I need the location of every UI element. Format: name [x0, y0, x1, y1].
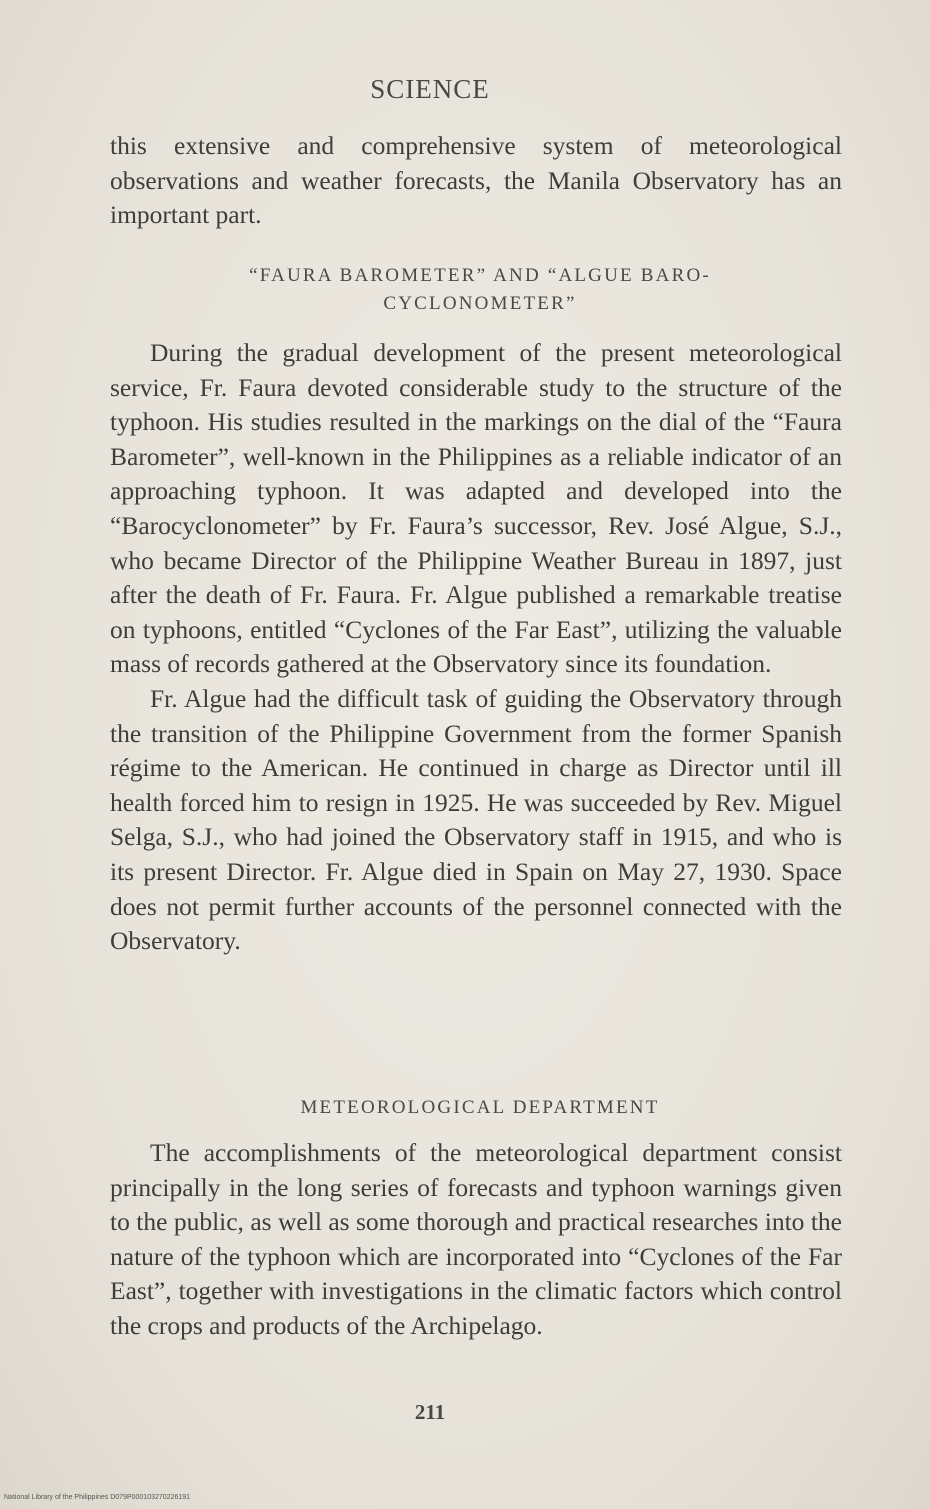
paragraph-text: During the gradual development of the present meteorological service, Fr. Faura devoted considerable study to the structure of the typhoon. His studies resulted in the markings on the dial of the “Faura Barometer”, well-known in the Philippines as a reliable indicator of an approaching typhoon. It was adapted and developed into the “Barocyclonometer” by Fr. Faura’s successor, Rev. José Algue, S.J., who became Director of the Philippine Weather Bureau in 1897, just after the death of Fr. Faura. Fr. Algue published a remarkable treatise on typhoons, entitled “Cyclones of the Far East”, utilizing the valuable mass of records gathered at the Observatory since its foundation.	[110, 338, 842, 679]
section-barometer-body	[110, 336, 842, 959]
running-head: SCIENCE	[370, 74, 490, 104]
page-number: 211	[414, 1400, 446, 1424]
paragraph-text: The accomplishments of the meteorological department consist principally in the long series of forecasts and typhoon warnings given to the public, as well as some thorough and practical researches into the nature of the typhoon which are incorporated into “Cyclones of the Far East”, together with investigations in the climatic factors which control the crops and products of the Archipelago.	[110, 1138, 842, 1340]
heading-line: METEOROLOGICAL DEPARTMENT	[300, 1097, 660, 1118]
section-meteorological-body	[110, 1136, 842, 1344]
continuation-paragraph	[110, 129, 842, 233]
scan-footer: National Library of the Philippines D079P000103270226191	[4, 1494, 191, 1501]
paragraph-text: this extensive and comprehensive system of meteorological observations and weather forecasts, the Manila Observatory has an important part.	[110, 131, 842, 230]
heading-line: CYCLONOMETER”	[383, 293, 577, 314]
paragraph-text: Fr. Algue had the difficult task of guiding the Observatory through the transition of the Philippine Government from the former Spanish régime to the American. He continued in charge as Director until ill health forced him to resign in 1925. He was succeeded by Rev. Miguel Selga, S.J., who had joined the Observatory staff in 1915, and who is its present Director. Fr. Algue died in Spain on May 27, 1930. Space does not permit further accounts of the personnel connected with the Observatory.	[110, 683, 842, 956]
section-heading-meteorological	[110, 1094, 850, 1122]
heading-line: “FAURA BAROMETER” AND “ALGUE BARO-	[249, 265, 711, 286]
section-heading-barometer	[110, 262, 850, 318]
